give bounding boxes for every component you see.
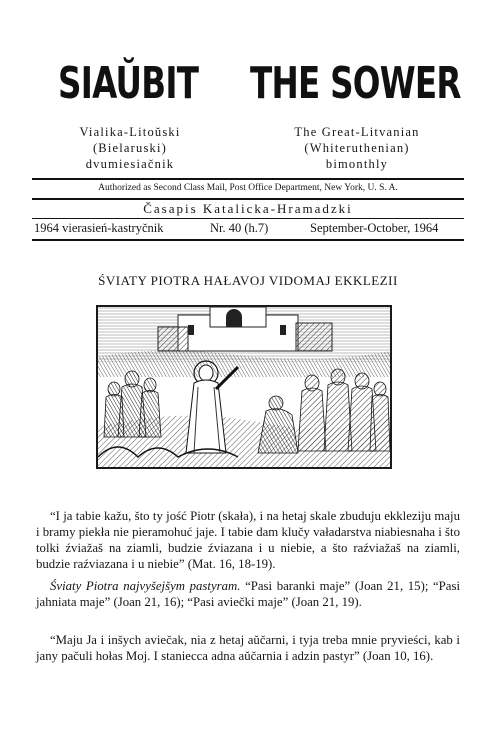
scripture-paragraph-1: “I ja tabie kažu, što ty jość Piotr (skała), i na hetaj skale zbuduju ekkleziju maju i bramy piekła nie pieramohuć jaje. I tabie dam klučy vaładarstva niabiesnaha i što tolki źviažaš na ziamli, budzie źviazana i u niebie, a što raźviažaš na ziamli, budzie raźviazana i u niebie” (Mat. 16, 18-19). — [36, 509, 460, 571]
issue-number: Nr. 40 (h.7) — [210, 221, 269, 235]
paragraph-lead-italic: Śviaty Piotra najvyšejšym pastyram. — [50, 579, 241, 593]
article-title: ŚVIATY PIOTRA HAŁAVOJ VIDOMAJ EKKLEZII — [98, 273, 398, 288]
issue-date-local: 1964 vierasień-kastryčnik — [34, 221, 164, 235]
subtitle-left-line2: (Bielaruski) — [92, 141, 168, 155]
subtitle-right — [262, 124, 452, 172]
divider-rule — [32, 178, 464, 180]
issue-date-english: September-October, 1964 — [310, 221, 439, 235]
subtitle-right-line1: The Great-Litvanian — [294, 125, 420, 139]
masthead-title-right: THE SOWER — [250, 58, 461, 109]
subtitle-right-line2: (Whiteruthenian) — [304, 141, 410, 155]
divider-rule — [32, 239, 464, 241]
publication-line: Časapis Katalicka-Hramadzki — [143, 201, 353, 216]
christ-and-apostles-engraving-icon — [96, 305, 392, 469]
scripture-paragraph-3: “Maju Ja i inšych aviečak, nia z hetaj aŭčarni, i tyja treba mnie pryvieści, kab i jany pačuli hołas Moj. I staniecca adna aŭčarnia i adzin pastyr” (Joan 10, 16). — [36, 633, 460, 663]
divider-rule — [32, 198, 464, 200]
masthead-title-left: SIAŬBIT — [58, 58, 199, 109]
subtitle-right-line3: bimonthly — [325, 157, 389, 171]
subtitle-left — [40, 124, 220, 172]
scripture-paragraph-2 — [36, 578, 460, 610]
authorization-line: Authorized as Second Class Mail, Post Office Department, New York, U. S. A. — [98, 183, 398, 193]
subtitle-left-line1: Vialika-Litoŭski — [79, 125, 181, 139]
subtitle-left-line3: dvumiesiačnik — [85, 157, 175, 171]
divider-rule — [32, 218, 464, 219]
paragraph-text: “Pasi baranki maje” (Joan 21, 15); “Pasi jahniata maje” (Joan 21, 16); “Pasi aviečki maje” (Joan 21, 19). — [36, 579, 461, 609]
